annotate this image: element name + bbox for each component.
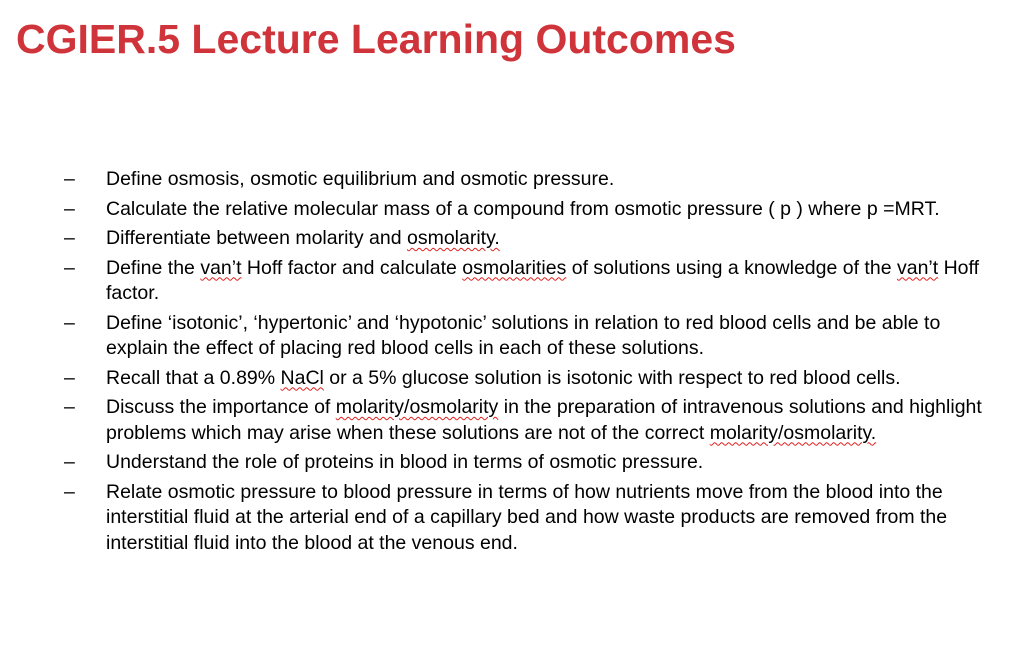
outcome-text: Define the: [106, 256, 201, 279]
outcome-text: or a 5% glucose solution is isotonic with respect to red blood cells.: [323, 366, 901, 389]
list-item: [64, 167, 999, 193]
outcome-text: Discuss the importance of: [106, 396, 336, 418]
outcome-text: Define osmosis, osmotic equilibrium and osmotic pressure.: [106, 168, 615, 190]
outcome-text: Hoff factor.: [106, 256, 979, 304]
spellcheck-flagged-word[interactable]: van’t: [200, 256, 242, 279]
outcome-text: Relate osmotic pressure to blood pressure in terms of how nutrients move from the blood into the interstitial fluid at the arterial end of a capillary bed and how waste products are removed from the interstitial fluid into the blood at the venous end.: [106, 480, 948, 554]
outcome-text: of solutions using a knowledge of the: [566, 256, 897, 279]
dash-bullet-icon: –: [64, 227, 75, 249]
list-item: [64, 311, 999, 362]
outcome-text: in the preparation of intravenous solutions and highlight problems which may arise when these solutions are not of the correct: [106, 396, 982, 444]
outcome-text: Define ‘isotonic’, ‘hypertonic’ and ‘hypotonic’ solutions in relation to red blood cells and be able to explain the effect of placing red blood cells in each of these solutions.: [106, 311, 941, 359]
outcome-text: Calculate the relative molecular mass of a compound from osmotic pressure ( p ) where p =MRT.: [106, 197, 940, 220]
outcome-text: Understand the role of proteins in blood in terms of osmotic pressure.: [106, 451, 704, 473]
list-item: [64, 366, 999, 392]
dash-bullet-icon: –: [64, 256, 75, 279]
list-item: [64, 256, 999, 307]
dash-bullet-icon: –: [64, 480, 75, 503]
dash-bullet-icon: –: [64, 396, 75, 418]
spellcheck-flagged-word[interactable]: osmolarities: [462, 256, 567, 279]
spellcheck-flagged-word[interactable]: NaCl: [280, 366, 324, 389]
dash-bullet-icon: –: [64, 197, 75, 220]
list-item: [64, 450, 999, 476]
list-item: [64, 226, 999, 252]
dash-bullet-icon: –: [64, 311, 75, 334]
outcome-text: Differentiate between molarity and: [106, 227, 407, 249]
list-item: [64, 395, 999, 446]
learning-outcomes-list: [64, 167, 999, 560]
dash-bullet-icon: –: [64, 366, 75, 389]
dash-bullet-icon: –: [64, 451, 75, 473]
list-item: [64, 480, 999, 557]
spellcheck-flagged-word[interactable]: van’t: [896, 256, 939, 279]
list-item: [64, 197, 999, 223]
outcome-text: Hoff factor and calculate: [241, 256, 463, 279]
slide-title: CGIER.5 Lecture Learning Outcomes: [16, 16, 736, 62]
spellcheck-flagged-word[interactable]: osmolarity.: [406, 227, 500, 249]
outcome-text: Recall that a 0.89%: [106, 366, 281, 389]
spellcheck-flagged-word[interactable]: molarity/osmolarity: [335, 396, 499, 418]
spellcheck-flagged-word[interactable]: molarity/osmolarity.: [709, 421, 877, 444]
dash-bullet-icon: –: [64, 168, 75, 190]
